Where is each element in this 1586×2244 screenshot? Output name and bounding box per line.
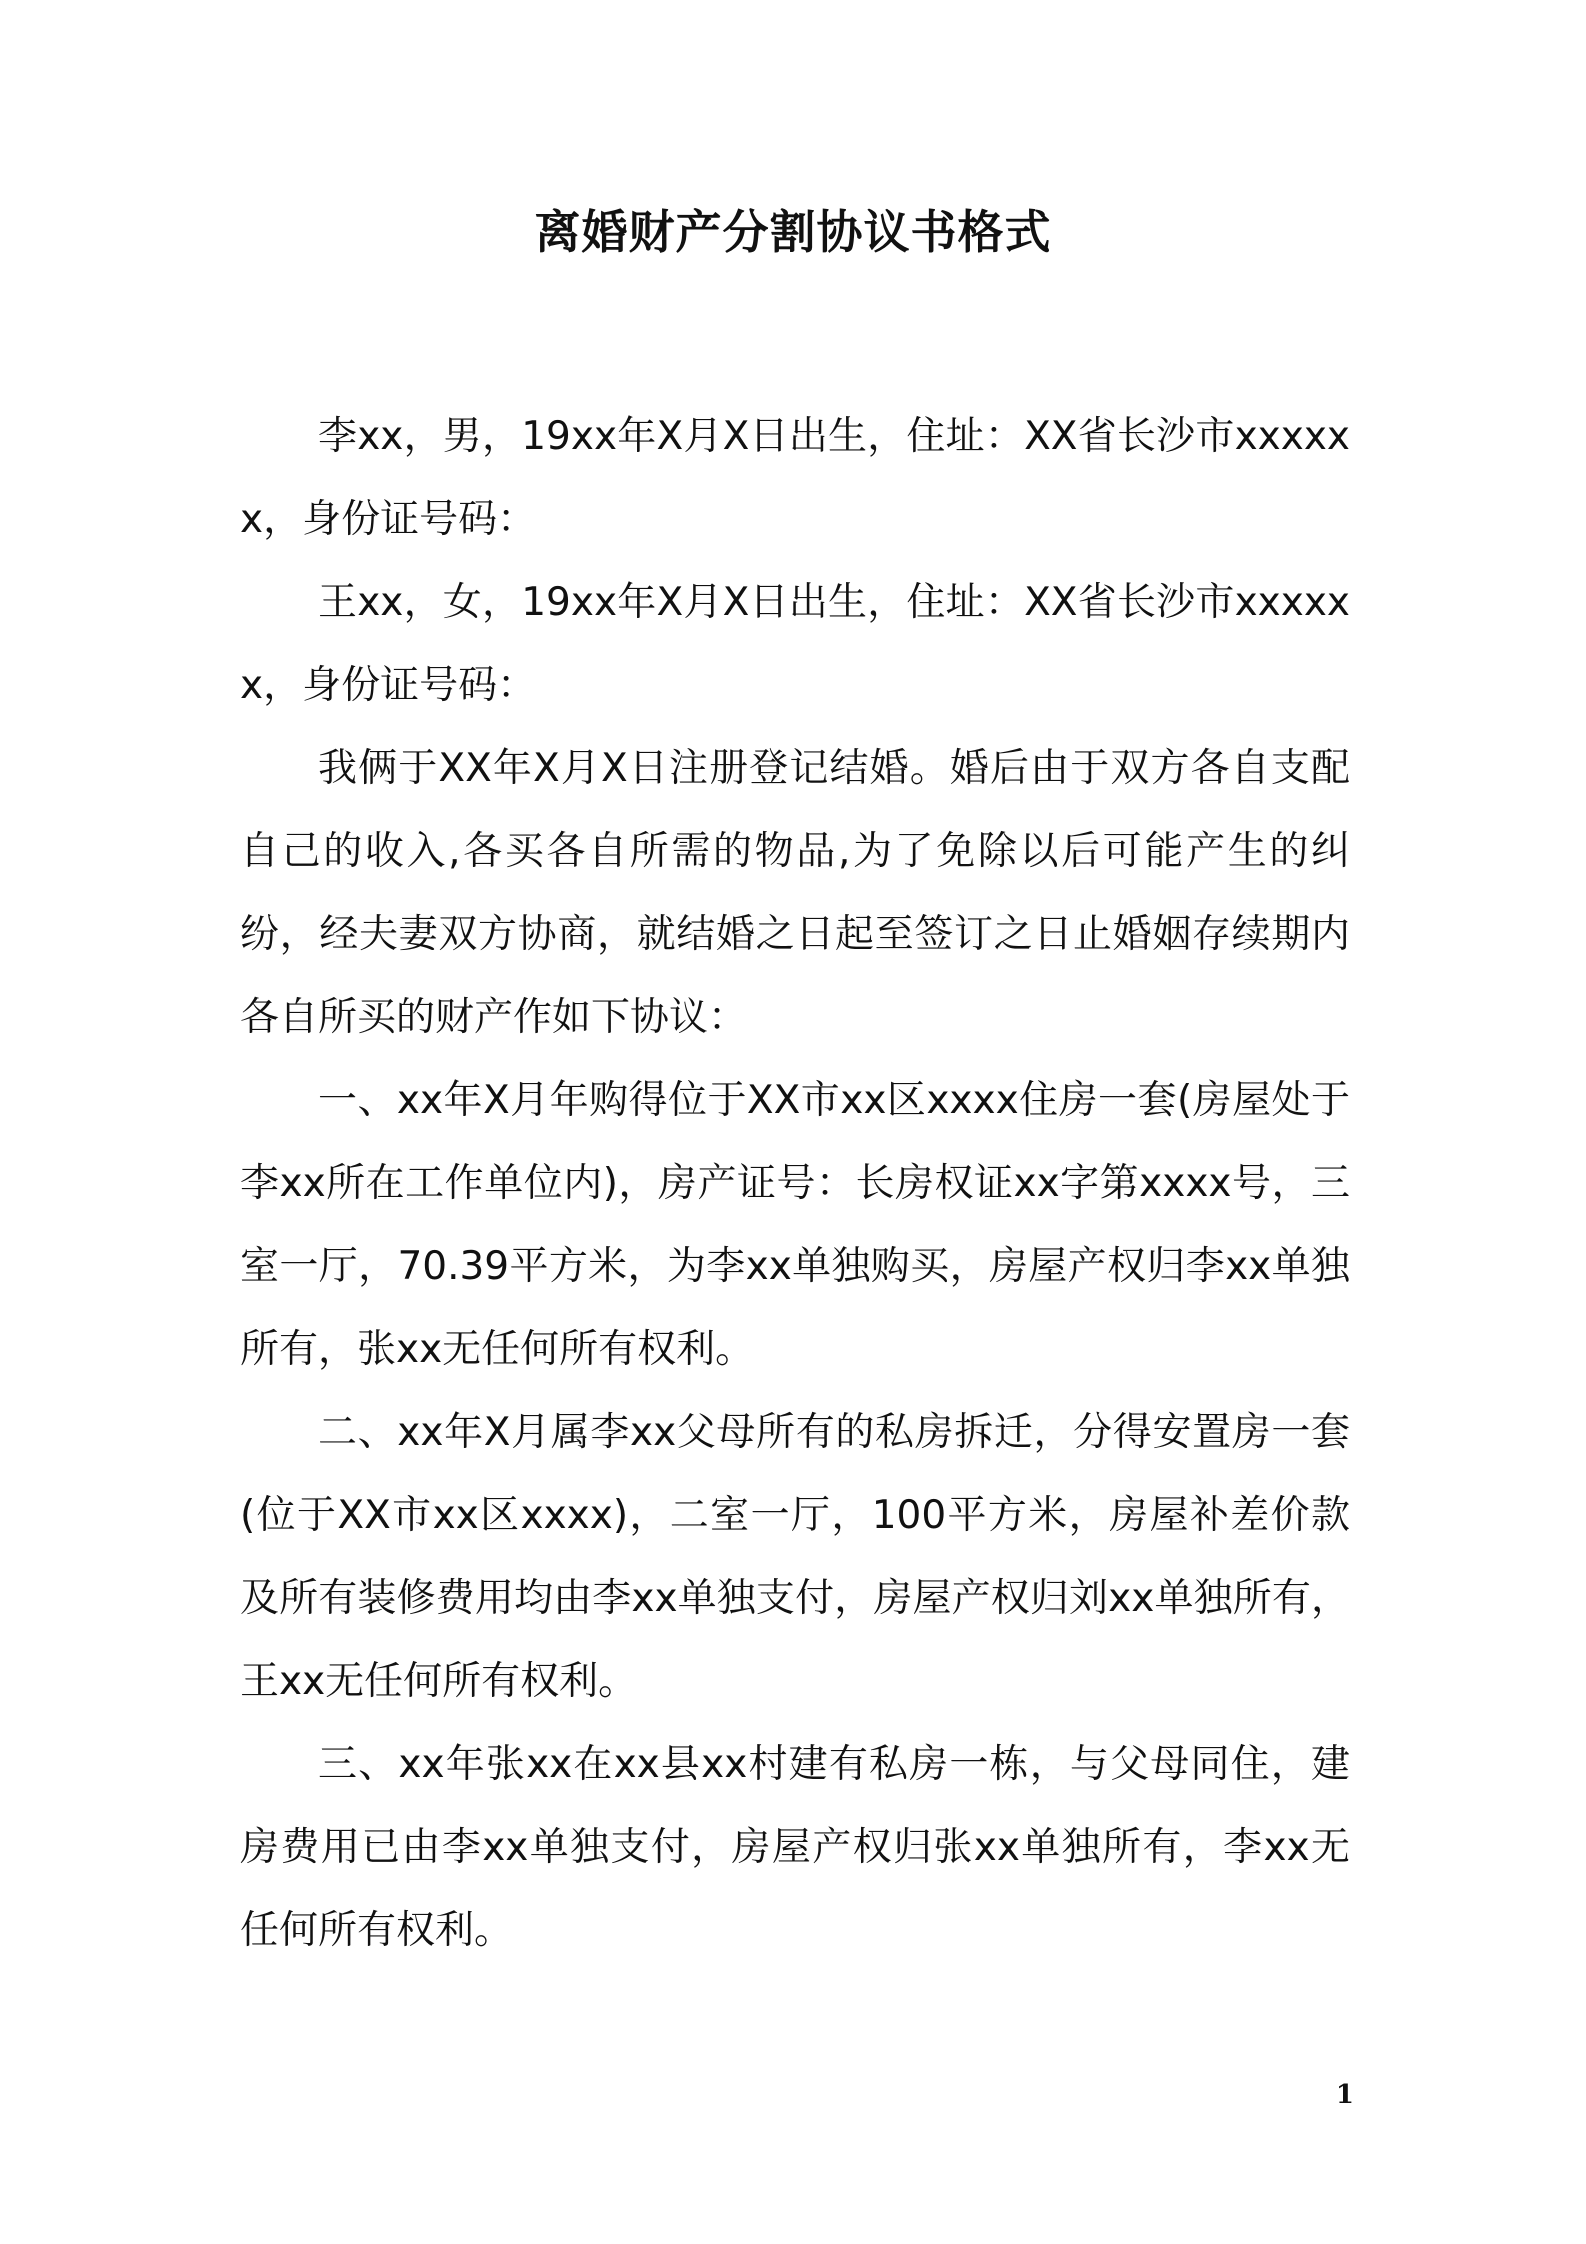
paragraph-clause-3: 三、xx年张xx在xx县xx村建有私房一栋，与父母同住，建房费用已由李xx单独支付，房屋产权归张xx单独所有，李xx无任何所有权利。 — [240, 1742, 1350, 1953]
document-body — [240, 395, 1350, 1972]
paragraph-clause-1: 一、xx年X月年购得位于XX市xx区xxxx住房一套(房屋处于李xx所在工作单位内)，房产证号：长房权证xx字第xxxx号，三室一厅，70.39平方米，为李xx单独购买，房屋产权归李xx单独所有，张xx无任何所有权利。 — [240, 1078, 1350, 1372]
page-number: 1 — [1335, 2080, 1354, 2110]
paragraph-preamble: 我俩于XX年X月X日注册登记结婚。婚后由于双方各自支配自己的收入,各买各自所需的物品,为了免除以后可能产生的纠纷，经夫妻双方协商，就结婚之日起至签订之日止婚姻存续期内各自所买的财产作如下协议： — [240, 746, 1350, 1040]
document-title: 离婚财产分割协议书格式 — [534, 205, 1052, 259]
paragraph-party-b: 王xx，女，19xx年X月X日出生，住址：XX省长沙市xxxxxx，身份证号码： — [240, 580, 1350, 708]
paragraph-party-a: 李xx，男，19xx年X月X日出生，住址：XX省长沙市xxxxxx，身份证号码： — [240, 414, 1350, 542]
paragraph-clause-2: 二、xx年X月属李xx父母所有的私房拆迁，分得安置房一套(位于XX市xx区xxxx)，二室一厅，100平方米，房屋补差价款及所有装修费用均由李xx单独支付，房屋产权归刘xx单独所有，王xx无任何所有权利。 — [240, 1410, 1350, 1704]
